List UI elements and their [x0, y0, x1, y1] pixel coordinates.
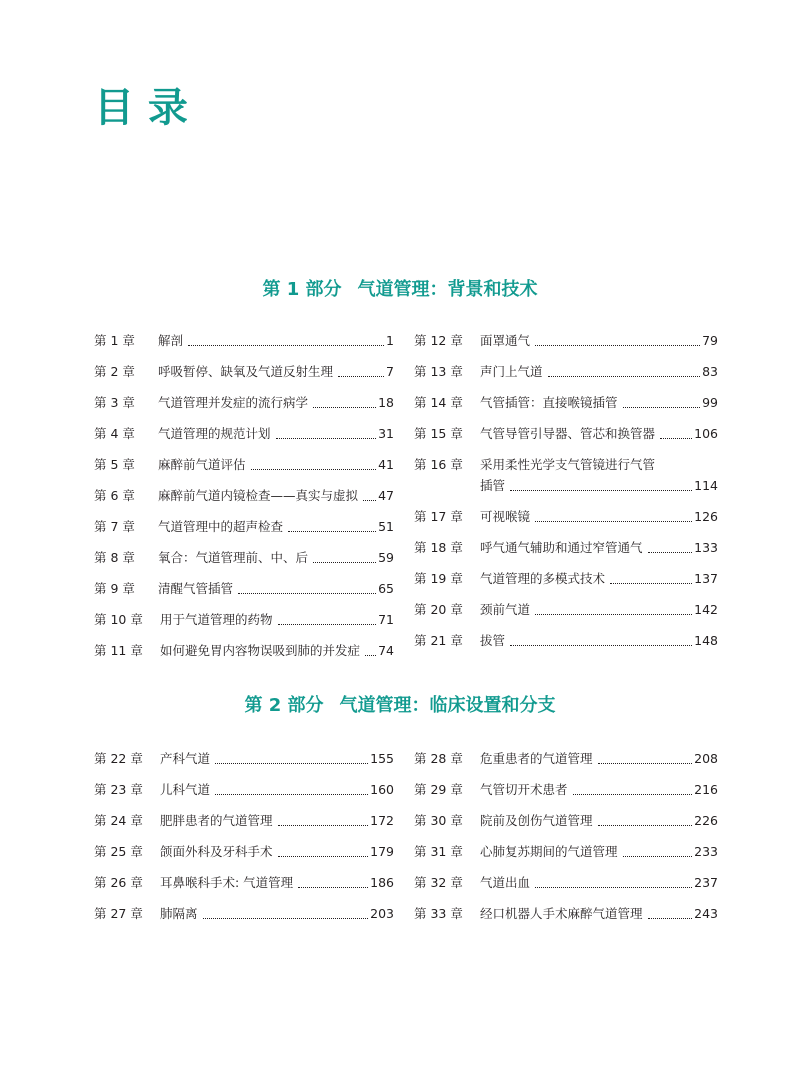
toc-entry[interactable]	[414, 330, 718, 351]
page-number: 59	[378, 550, 394, 565]
page-number: 79	[702, 333, 718, 348]
toc-entry[interactable]	[94, 779, 394, 800]
dot-leader	[276, 437, 377, 439]
toc-entry[interactable]	[94, 609, 394, 630]
page-number: 137	[694, 571, 718, 586]
entry-body	[158, 423, 394, 444]
chapter-title: 气道出血	[480, 875, 531, 890]
entry-body	[480, 841, 718, 862]
chapter-title: 呼吸暂停、缺氧及气道反射生理	[158, 364, 334, 379]
page-number: 226	[694, 813, 718, 828]
chapter-number: 第 29 章	[414, 782, 463, 797]
toc-entry[interactable]	[94, 485, 394, 506]
dot-leader	[215, 793, 368, 795]
chapter-title: 氧合：气道管理前、中、后	[158, 550, 309, 565]
chapter-number: 第 21 章	[414, 633, 463, 648]
page-number: 133	[694, 540, 718, 555]
dot-leader	[510, 489, 692, 491]
page-number: 114	[694, 478, 718, 493]
dot-leader	[313, 561, 376, 563]
dot-leader	[251, 468, 377, 470]
entry-body	[480, 810, 718, 831]
entry-body	[480, 423, 718, 444]
toc-entry[interactable]	[414, 506, 718, 527]
dot-leader	[510, 644, 692, 646]
page-number: 106	[694, 426, 718, 441]
page-number: 51	[378, 519, 394, 534]
entry-body	[158, 330, 394, 351]
entry-body	[480, 599, 718, 620]
chapter-number: 第 27 章	[94, 906, 143, 921]
chapter-number: 第 30 章	[414, 813, 463, 828]
part-number: 第 2 部分	[244, 695, 324, 716]
chapter-number: 第 1 章	[94, 333, 135, 348]
entry-body	[480, 537, 718, 558]
chapter-number: 第 14 章	[414, 395, 463, 410]
toc-entry[interactable]	[94, 841, 394, 862]
dot-leader	[215, 762, 368, 764]
chapter-number: 第 19 章	[414, 571, 463, 586]
entry-body	[160, 810, 394, 831]
toc-entry[interactable]	[414, 423, 718, 444]
chapter-number: 第 16 章	[414, 457, 463, 472]
entry-body	[158, 361, 394, 382]
dot-leader	[598, 824, 693, 826]
chapter-title: 耳鼻喉科手术: 气道管理	[160, 875, 294, 890]
toc-column	[94, 748, 394, 934]
page-number: 142	[694, 602, 718, 617]
entry-body	[480, 748, 718, 769]
dot-leader	[278, 855, 369, 857]
chapter-title: 心肺复苏期间的气道管理	[480, 844, 618, 859]
chapter-number: 第 18 章	[414, 540, 463, 555]
chapter-title: 声门上气道	[480, 364, 543, 379]
toc-entry[interactable]	[94, 547, 394, 568]
chapter-title: 气管导管引导器、管芯和换管器	[480, 426, 656, 441]
page-number: 233	[694, 844, 718, 859]
page-number: 148	[694, 633, 718, 648]
page-number: 1	[386, 333, 394, 348]
dot-leader	[660, 437, 692, 439]
chapter-title: 气道管理并发症的流行病学	[158, 395, 309, 410]
chapter-title: 颌面外科及牙科手术	[160, 844, 273, 859]
toc-entry[interactable]	[94, 392, 394, 413]
toc-entry[interactable]	[94, 903, 394, 924]
chapter-number: 第 20 章	[414, 602, 463, 617]
toc-column	[94, 330, 394, 671]
dot-leader	[188, 344, 384, 346]
dot-leader	[298, 886, 368, 888]
entry-body	[160, 640, 394, 661]
page-number: 186	[370, 875, 394, 890]
chapter-number: 第 9 章	[94, 581, 135, 596]
dot-leader	[313, 406, 376, 408]
chapter-title: 经口机器人手术麻醉气道管理	[480, 906, 643, 921]
chapter-title: 产科气道	[160, 751, 211, 766]
page-number: 160	[370, 782, 394, 797]
chapter-title: 清醒气管插管	[158, 581, 234, 596]
dot-leader	[610, 582, 692, 584]
chapter-title: 可视喉镜	[480, 509, 531, 524]
page-number: 172	[370, 813, 394, 828]
toc-entry[interactable]	[414, 392, 718, 413]
chapter-title: 肥胖患者的气道管理	[160, 813, 273, 828]
page-number: 65	[378, 581, 394, 596]
entry-body	[480, 630, 718, 651]
chapter-number: 第 5 章	[94, 457, 135, 472]
dot-leader	[365, 654, 376, 656]
dot-leader	[203, 917, 369, 919]
dot-leader	[288, 530, 376, 532]
entry-body	[480, 454, 718, 496]
page-number: 47	[378, 488, 394, 503]
entry-body	[480, 361, 718, 382]
entry-body	[480, 506, 718, 527]
dot-leader	[648, 917, 693, 919]
chapter-title-continued: 插管	[480, 478, 506, 493]
part-heading	[0, 694, 800, 718]
entry-body	[160, 872, 394, 893]
dot-leader	[648, 551, 693, 553]
chapter-number: 第 31 章	[414, 844, 463, 859]
chapter-title: 气管切开术患者	[480, 782, 568, 797]
page-number: 203	[370, 906, 394, 921]
chapter-title: 解剖	[158, 333, 184, 348]
entry-line	[480, 475, 718, 496]
toc-entry[interactable]	[414, 537, 718, 558]
page-number: 74	[378, 643, 394, 658]
chapter-title: 采用柔性光学支气管镜进行气管	[480, 457, 656, 472]
chapter-number: 第 17 章	[414, 509, 463, 524]
chapter-title: 院前及创伤气道管理	[480, 813, 593, 828]
toc-entry[interactable]	[94, 516, 394, 537]
chapter-number: 第 32 章	[414, 875, 463, 890]
part-title: 气道管理：临床设置和分支	[339, 695, 556, 716]
toc-entry[interactable]	[94, 423, 394, 444]
chapter-number: 第 11 章	[94, 643, 143, 658]
entry-body	[480, 392, 718, 413]
entry-body	[160, 748, 394, 769]
chapter-title: 肺隔离	[160, 906, 198, 921]
page-number: 243	[694, 906, 718, 921]
page-number: 237	[694, 875, 718, 890]
entry-body	[158, 454, 394, 475]
chapter-number: 第 26 章	[94, 875, 143, 890]
toc-entry[interactable]	[414, 599, 718, 620]
toc-entry[interactable]	[94, 330, 394, 351]
dot-leader	[278, 623, 377, 625]
toc-entry[interactable]	[94, 578, 394, 599]
entry-body	[160, 841, 394, 862]
entry-body	[480, 903, 718, 924]
dot-leader	[338, 375, 384, 377]
chapter-number: 第 24 章	[94, 813, 143, 828]
entry-body	[158, 516, 394, 537]
dot-leader	[363, 499, 376, 501]
chapter-title: 气道管理的规范计划	[158, 426, 271, 441]
entry-body	[158, 547, 394, 568]
toc-entry[interactable]	[94, 748, 394, 769]
chapter-number: 第 2 章	[94, 364, 135, 379]
part-number: 第 1 部分	[262, 279, 342, 300]
chapter-number: 第 8 章	[94, 550, 135, 565]
dot-leader	[535, 520, 692, 522]
dot-leader	[278, 824, 369, 826]
entry-body	[160, 779, 394, 800]
dot-leader	[535, 613, 692, 615]
page-number: 41	[378, 457, 394, 472]
toc-entry[interactable]	[94, 361, 394, 382]
chapter-title: 麻醉前气道评估	[158, 457, 246, 472]
page-number: 179	[370, 844, 394, 859]
toc-entry[interactable]	[414, 872, 718, 893]
page-number: 216	[694, 782, 718, 797]
chapter-number: 第 25 章	[94, 844, 143, 859]
chapter-number: 第 12 章	[414, 333, 463, 348]
chapter-title: 麻醉前气道内镜检查——真实与虚拟	[158, 488, 359, 503]
page-number: 99	[702, 395, 718, 410]
page-number: 208	[694, 751, 718, 766]
chapter-title: 面罩通气	[480, 333, 531, 348]
toc-entry[interactable]	[94, 454, 394, 475]
chapter-title: 气道管理的多模式技术	[480, 571, 606, 586]
chapter-title: 危重患者的气道管理	[480, 751, 593, 766]
toc-entry[interactable]	[414, 903, 718, 924]
dot-leader	[548, 375, 701, 377]
page-number: 126	[694, 509, 718, 524]
chapter-title: 拔管	[480, 633, 506, 648]
chapter-number: 第 10 章	[94, 612, 143, 627]
dot-leader	[238, 592, 376, 594]
page-title: 目 录	[94, 84, 188, 131]
entry-body	[480, 330, 718, 351]
chapter-title: 呼气通气辅助和通过窄管通气	[480, 540, 643, 555]
toc-entry[interactable]	[414, 630, 718, 651]
entry-body	[158, 578, 394, 599]
dot-leader	[623, 406, 701, 408]
toc-column	[414, 748, 718, 934]
toc-column	[414, 330, 718, 661]
toc-entry[interactable]	[94, 640, 394, 661]
entry-body	[158, 485, 394, 506]
page-number: 31	[378, 426, 394, 441]
chapter-title: 颈前气道	[480, 602, 531, 617]
part-heading	[0, 278, 800, 302]
chapter-number: 第 23 章	[94, 782, 143, 797]
entry-body	[480, 872, 718, 893]
chapter-number: 第 15 章	[414, 426, 463, 441]
chapter-number: 第 3 章	[94, 395, 135, 410]
chapter-number: 第 28 章	[414, 751, 463, 766]
chapter-number: 第 33 章	[414, 906, 463, 921]
chapter-number: 第 6 章	[94, 488, 135, 503]
dot-leader	[535, 886, 692, 888]
page-number: 155	[370, 751, 394, 766]
chapter-title: 气道管理中的超声检查	[158, 519, 284, 534]
chapter-title: 气管插管：直接喉镜插管	[480, 395, 618, 410]
toc-entry[interactable]	[94, 810, 394, 831]
page-number: 83	[702, 364, 718, 379]
page-number: 71	[378, 612, 394, 627]
toc-entry[interactable]	[414, 568, 718, 589]
entry-body	[160, 903, 394, 924]
chapter-number: 第 22 章	[94, 751, 143, 766]
entry-body	[160, 609, 394, 630]
dot-leader	[535, 344, 700, 346]
page-number: 7	[386, 364, 394, 379]
entry-body	[480, 779, 718, 800]
dot-leader	[573, 793, 693, 795]
dot-leader	[623, 855, 693, 857]
page-number: 18	[378, 395, 394, 410]
toc-entry[interactable]	[414, 361, 718, 382]
toc-entry[interactable]	[414, 810, 718, 831]
chapter-number: 第 4 章	[94, 426, 135, 441]
toc-entry[interactable]	[414, 779, 718, 800]
entry-body	[480, 568, 718, 589]
dot-leader	[598, 762, 693, 764]
toc-entry[interactable]	[414, 841, 718, 862]
toc-entry[interactable]	[414, 748, 718, 769]
part-title: 气道管理：背景和技术	[357, 279, 538, 300]
entry-body	[158, 392, 394, 413]
toc-entry[interactable]	[414, 454, 718, 496]
chapter-title: 如何避免胃内容物误吸到肺的并发症	[160, 643, 361, 658]
chapter-title: 儿科气道	[160, 782, 211, 797]
chapter-title: 用于气道管理的药物	[160, 612, 273, 627]
toc-entry[interactable]	[94, 872, 394, 893]
chapter-number: 第 13 章	[414, 364, 463, 379]
chapter-number: 第 7 章	[94, 519, 135, 534]
